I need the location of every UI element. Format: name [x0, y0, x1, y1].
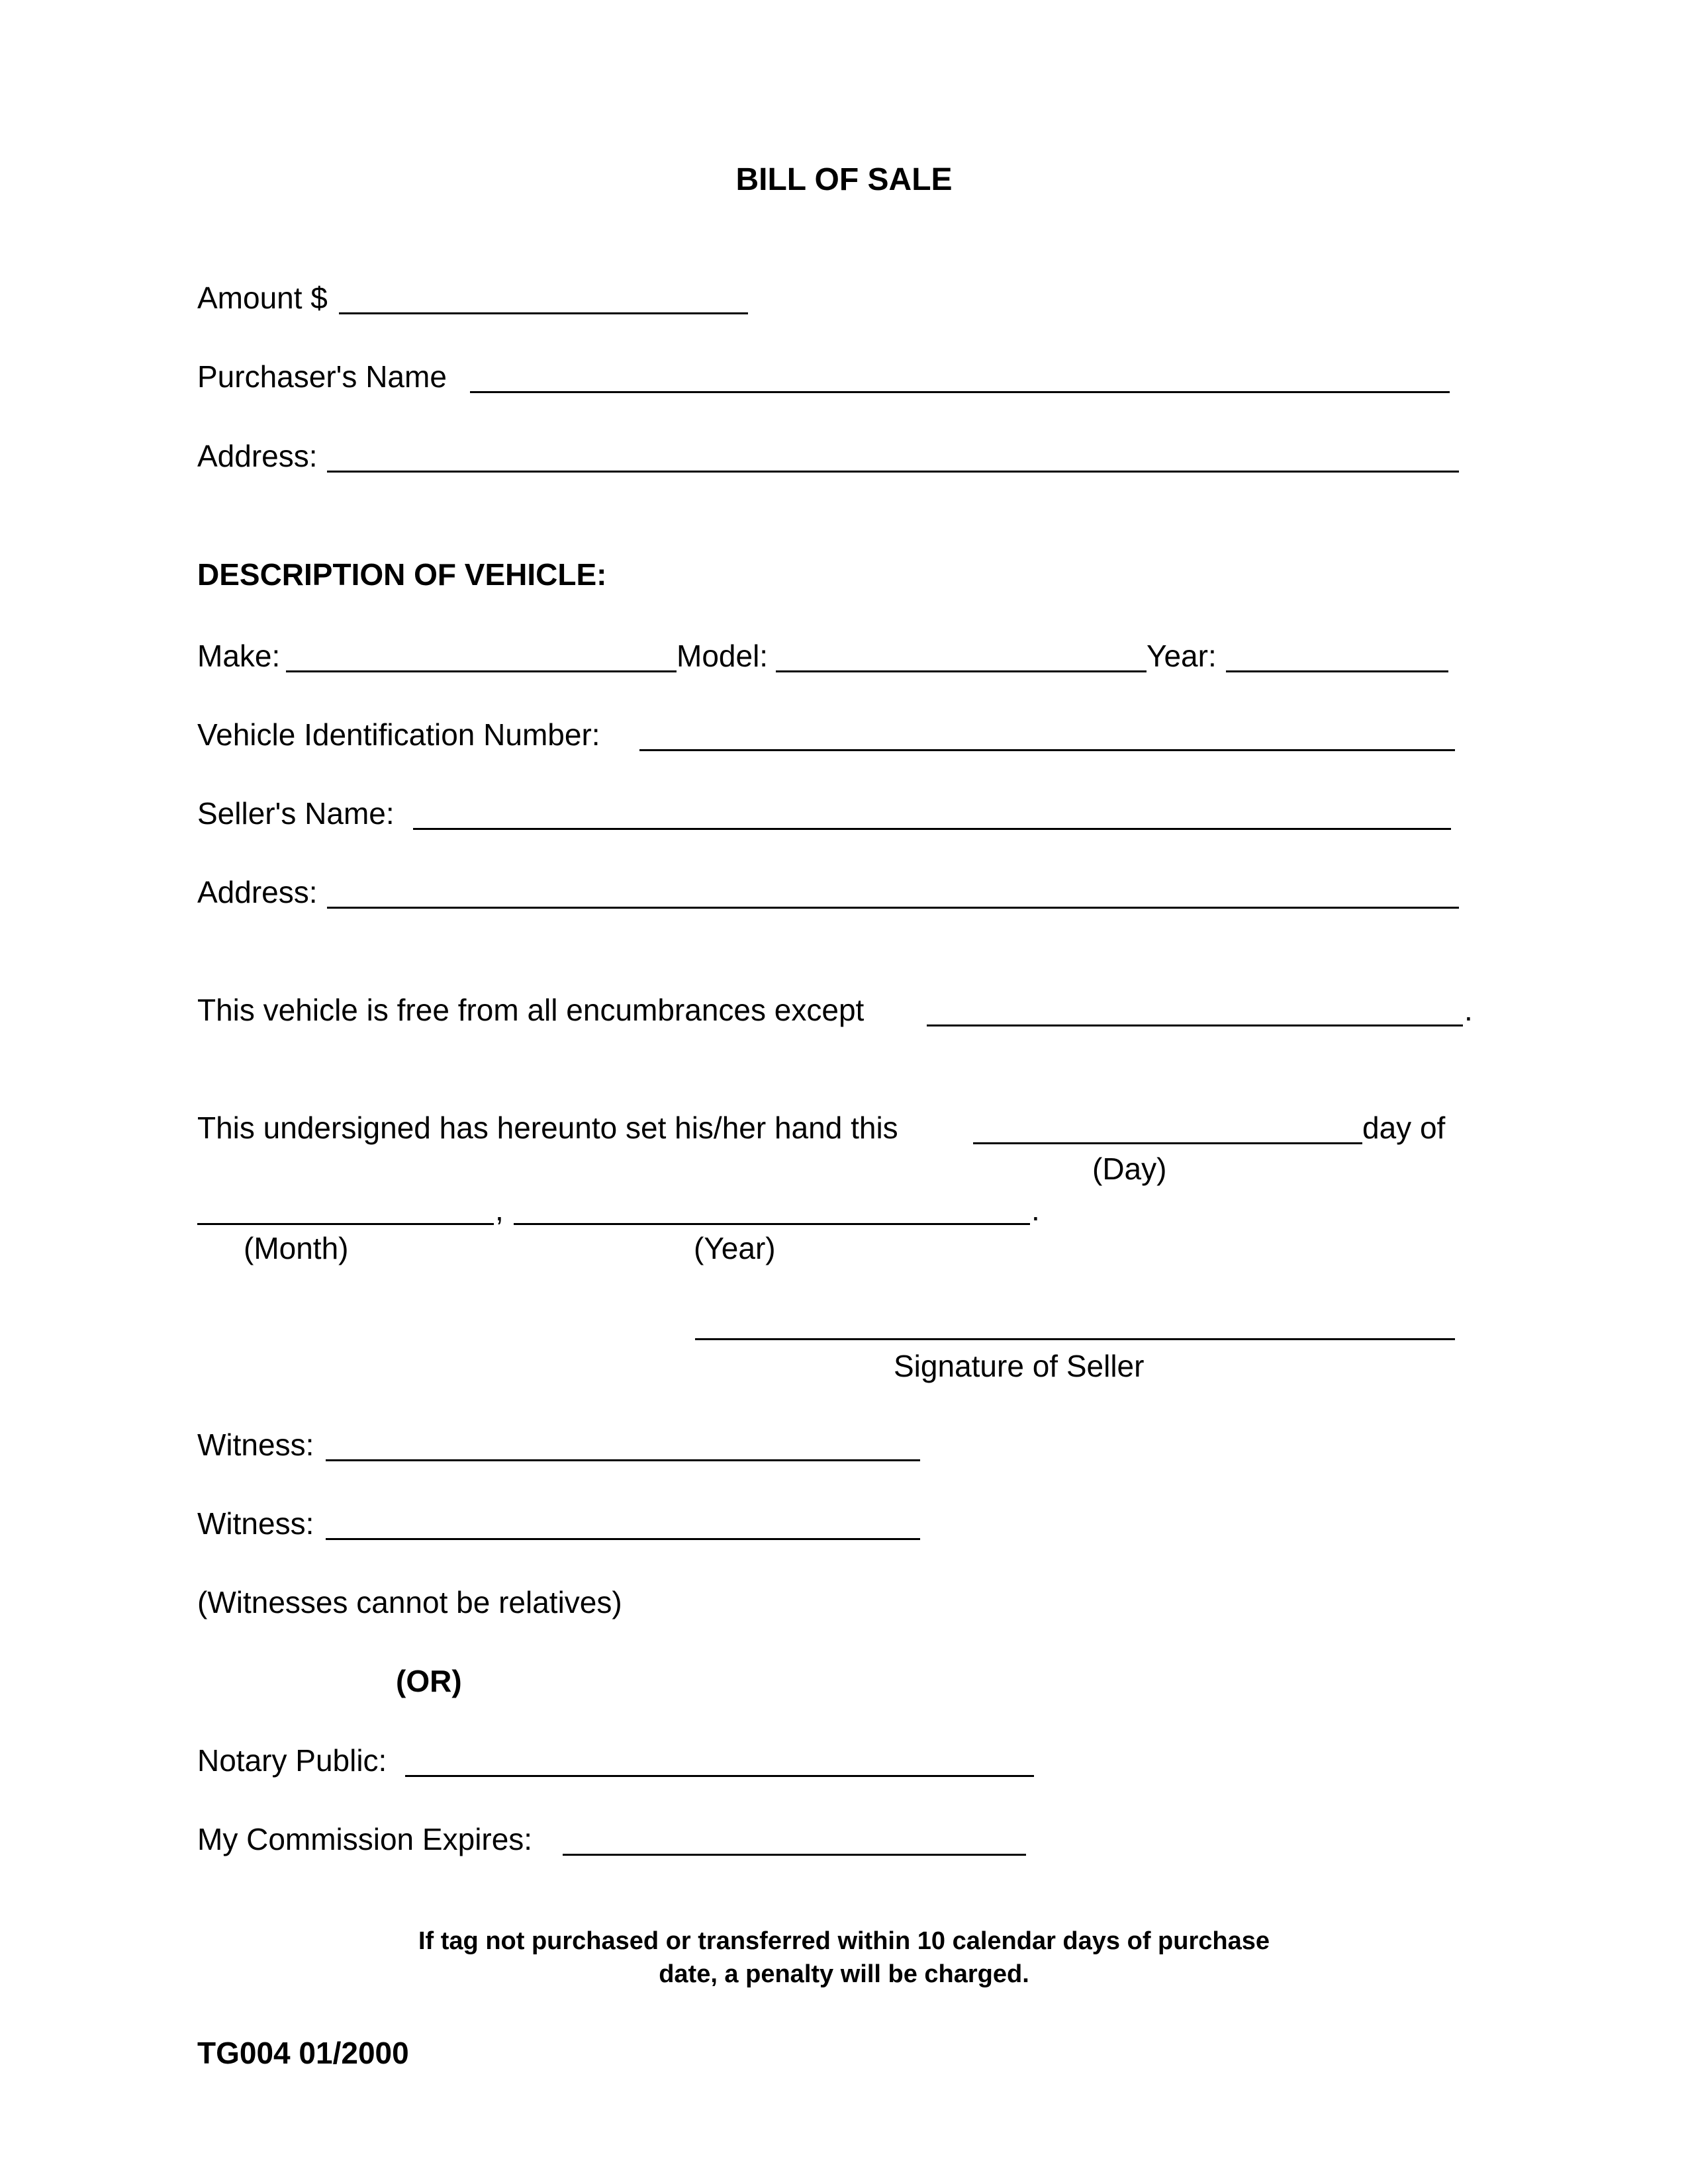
witness-note: (Witnesses cannot be relatives) [197, 1585, 622, 1619]
witness1-field[interactable] [326, 1459, 920, 1461]
seller-address-label: Address: [197, 875, 318, 909]
vehicle-section-heading: DESCRIPTION OF VEHICLE: [197, 557, 607, 592]
seller-address-field[interactable] [327, 907, 1459, 909]
form-number: TG004 01/2000 [197, 2036, 409, 2070]
seller-name-label: Seller's Name: [197, 796, 395, 831]
model-label: Model: [677, 639, 769, 673]
vin-label: Vehicle Identification Number: [197, 717, 600, 752]
undersigned-text: This undersigned has hereunto set his/her hand this [197, 1111, 898, 1145]
year-caption: (Year) [694, 1231, 776, 1265]
signature-caption: Signature of Seller [894, 1349, 1145, 1383]
purchaser-address-label: Address: [197, 439, 318, 473]
page-title: BILL OF SALE [735, 162, 953, 197]
day-field[interactable] [973, 1142, 1362, 1144]
model-field[interactable] [776, 670, 1147, 672]
encumbrances-field[interactable] [927, 1024, 1463, 1026]
notary-field[interactable] [405, 1775, 1034, 1777]
witness1-label: Witness: [197, 1428, 314, 1462]
witness2-field[interactable] [326, 1538, 920, 1540]
seller-signature-field[interactable] [695, 1338, 1455, 1340]
month-field[interactable] [197, 1223, 494, 1225]
vin-field[interactable] [639, 749, 1455, 751]
purchaser-name-label: Purchaser's Name [197, 359, 447, 394]
encumbrances-period: . [1464, 993, 1473, 1027]
day-caption: (Day) [1092, 1152, 1167, 1186]
day-of-text: day of [1362, 1111, 1446, 1145]
year-field[interactable] [1226, 670, 1448, 672]
witness2-label: Witness: [197, 1506, 314, 1541]
year-signed-field[interactable] [514, 1223, 1030, 1225]
penalty-notice-line2: date, a penalty will be charged. [659, 1960, 1029, 1988]
purchaser-address-field[interactable] [327, 471, 1459, 473]
month-caption: (Month) [244, 1231, 349, 1265]
amount-field[interactable] [339, 312, 748, 314]
year-period: . [1031, 1193, 1040, 1227]
or-text: (OR) [396, 1664, 462, 1698]
month-year-comma: , [495, 1193, 504, 1227]
penalty-notice-line1: If tag not purchased or transferred within 10 calendar days of purchase [418, 1927, 1270, 1955]
make-label: Make: [197, 639, 281, 673]
year-label: Year: [1147, 639, 1217, 673]
make-field[interactable] [286, 670, 677, 672]
seller-name-field[interactable] [413, 828, 1451, 830]
amount-label: Amount $ [197, 281, 328, 315]
commission-label: My Commission Expires: [197, 1822, 533, 1856]
notary-label: Notary Public: [197, 1743, 387, 1778]
encumbrances-text: This vehicle is free from all encumbrances except [197, 993, 865, 1027]
purchaser-name-field[interactable] [470, 391, 1450, 393]
commission-field[interactable] [563, 1854, 1026, 1856]
